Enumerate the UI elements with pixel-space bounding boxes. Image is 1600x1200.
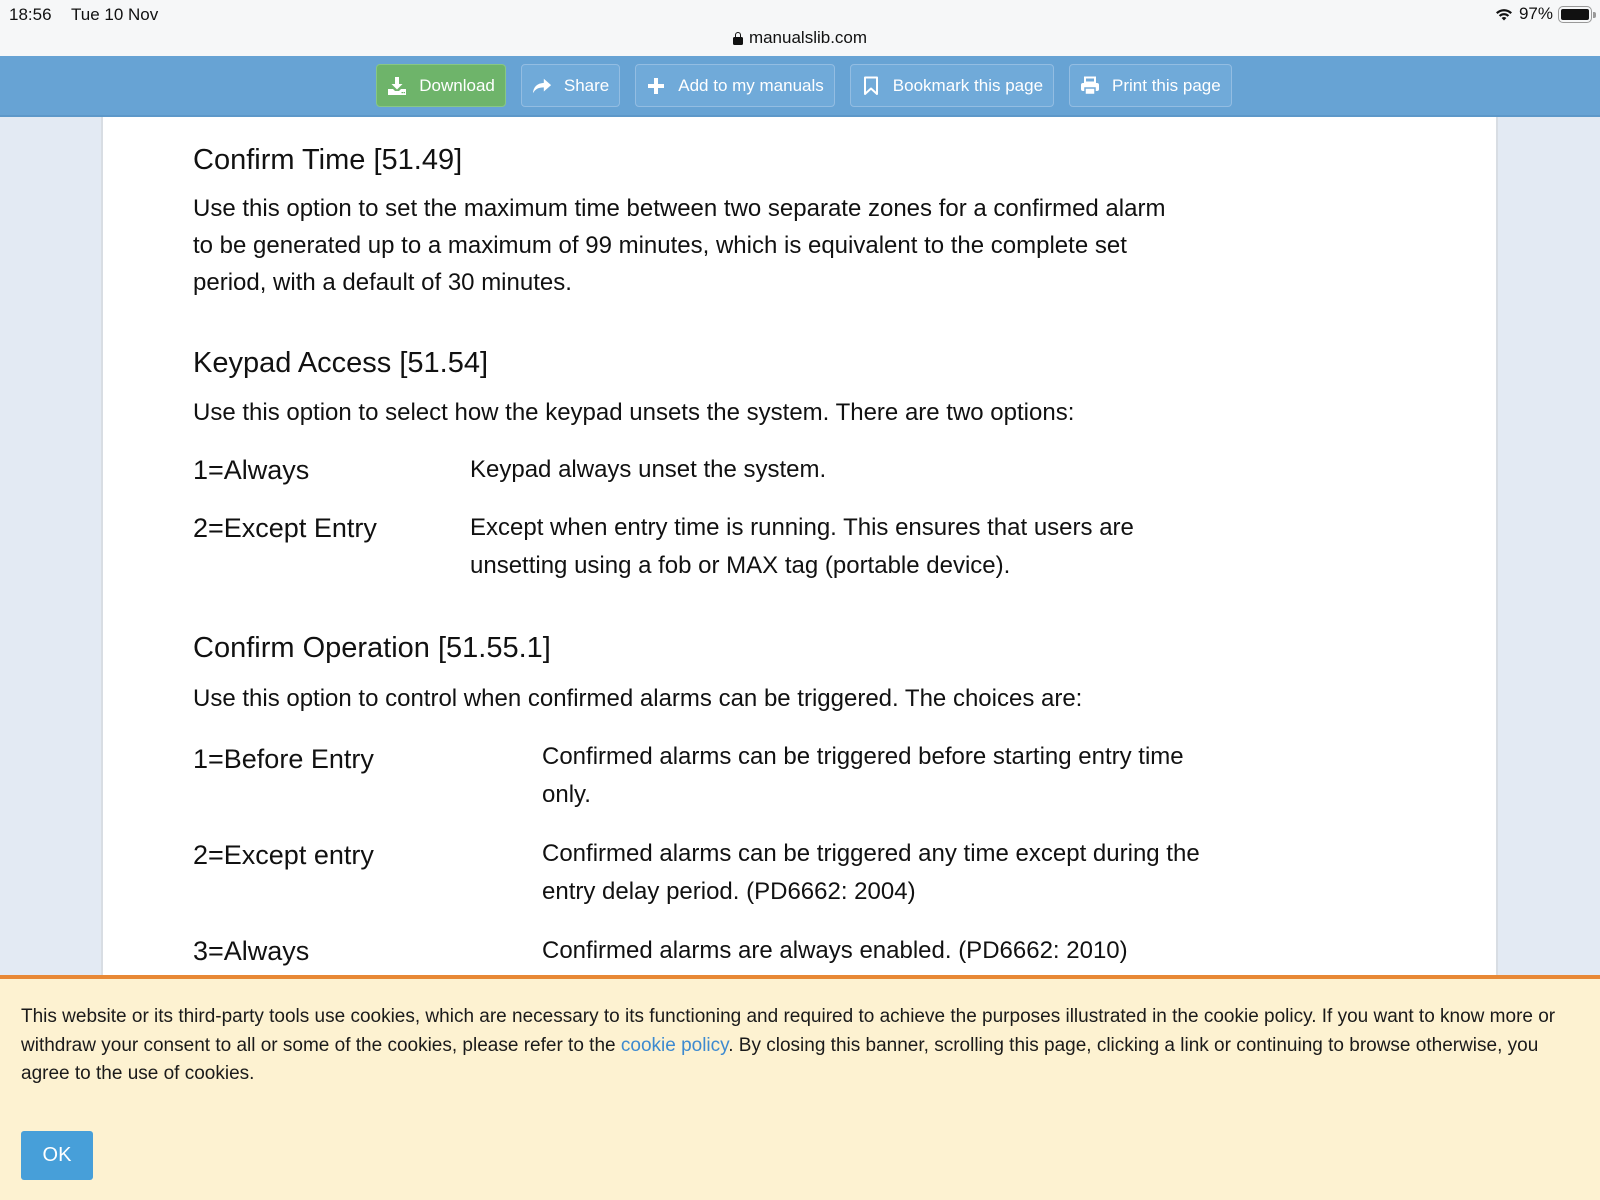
status-bar bbox=[0, 0, 1600, 56]
body-line: period, with a default of 30 minutes. bbox=[193, 269, 572, 296]
desc-line: entry delay period. (PD6662: 2004) bbox=[542, 878, 916, 905]
print-page-label: Print this page bbox=[1112, 75, 1221, 95]
lock-icon bbox=[733, 32, 743, 45]
option-key: 3=Always bbox=[193, 936, 310, 966]
section-body-confirm-operation: Use this option to control when confirmed alarms can be triggered. The choices are: bbox=[193, 685, 1083, 712]
desc-line: Keypad always unset the system. bbox=[470, 456, 827, 483]
bookmark-page-button[interactable] bbox=[850, 64, 1054, 107]
section-body-confirm-time bbox=[193, 190, 1165, 301]
download-icon bbox=[387, 76, 407, 96]
cookie-banner bbox=[0, 975, 1600, 1200]
option-description bbox=[542, 738, 1184, 814]
share-arrow-icon bbox=[532, 76, 552, 96]
printer-icon bbox=[1080, 76, 1100, 96]
desc-line: Confirmed alarms can be triggered any time except during the bbox=[542, 840, 1200, 867]
option-description bbox=[542, 835, 1200, 911]
manual-toolbar bbox=[0, 56, 1600, 117]
option-key: 2=Except entry bbox=[193, 840, 374, 870]
section-title-confirm-operation: Confirm Operation [51.55.1] bbox=[193, 632, 551, 664]
option-description bbox=[542, 932, 1128, 970]
share-label: Share bbox=[563, 75, 610, 95]
add-to-my-manuals-label: Add to my manuals bbox=[678, 75, 824, 95]
option-key: 1=Always bbox=[193, 455, 310, 485]
desc-line: unsetting using a fob or MAX tag (portable device). bbox=[470, 552, 1011, 579]
bookmark-icon bbox=[861, 76, 881, 96]
option-key: 1=Before Entry bbox=[193, 744, 374, 774]
option-description bbox=[470, 451, 826, 489]
option-key: 2=Except Entry bbox=[193, 513, 377, 543]
desc-line: Confirmed alarms can be triggered before starting entry time bbox=[542, 743, 1184, 770]
cookie-text-after: . By closing this banner, scrolling this page, clicking a link or continuing to browse otherwise, you agree to the use of cookies. bbox=[21, 1034, 1539, 1084]
section-title-keypad-access: Keypad Access [51.54] bbox=[193, 347, 489, 379]
battery-percent: 97% bbox=[1518, 4, 1553, 23]
cookie-ok-button[interactable]: OK bbox=[21, 1131, 93, 1180]
option-description bbox=[470, 509, 1134, 585]
section-title-confirm-time: Confirm Time [51.49] bbox=[193, 144, 463, 176]
battery-icon bbox=[1558, 6, 1592, 23]
status-date: Tue 10 Nov bbox=[71, 5, 159, 24]
desc-line: only. bbox=[542, 781, 591, 808]
wifi-icon bbox=[1494, 6, 1514, 22]
plus-icon bbox=[646, 76, 666, 96]
share-button[interactable] bbox=[521, 64, 620, 107]
section-body-keypad-access: Use this option to select how the keypad unsets the system. There are two options: bbox=[193, 399, 1075, 426]
cookie-policy-link[interactable]: cookie policy bbox=[620, 1034, 729, 1056]
bookmark-page-label: Bookmark this page bbox=[892, 75, 1044, 95]
print-page-button[interactable] bbox=[1069, 64, 1232, 107]
download-label: Download bbox=[419, 75, 495, 95]
url-text: manualslib.com bbox=[748, 28, 868, 47]
address-bar[interactable] bbox=[0, 28, 1600, 48]
cookie-text-before: This website or its third-party tools use cookies, which are necessary to its functioning and required to achieve the purposes illustrated in the cookie policy. If you want to know more or withdraw your consent to all or some of the cookies, please refer to the bbox=[21, 1006, 1556, 1056]
status-indicators bbox=[1494, 4, 1592, 24]
body-line: Use this option to set the maximum time between two separate zones for a confirmed alarm bbox=[193, 195, 1166, 222]
add-to-my-manuals-button[interactable] bbox=[635, 64, 835, 107]
desc-line: Except when entry time is running. This ensures that users are bbox=[470, 514, 1134, 541]
cookie-notice-text bbox=[21, 1003, 1581, 1089]
body-line: to be generated up to a maximum of 99 minutes, which is equivalent to the complete set bbox=[193, 232, 1127, 259]
status-time: 18:56 bbox=[9, 5, 52, 24]
download-button[interactable] bbox=[376, 64, 506, 107]
desc-line: Confirmed alarms are always enabled. (PD6662: 2010) bbox=[542, 937, 1128, 964]
